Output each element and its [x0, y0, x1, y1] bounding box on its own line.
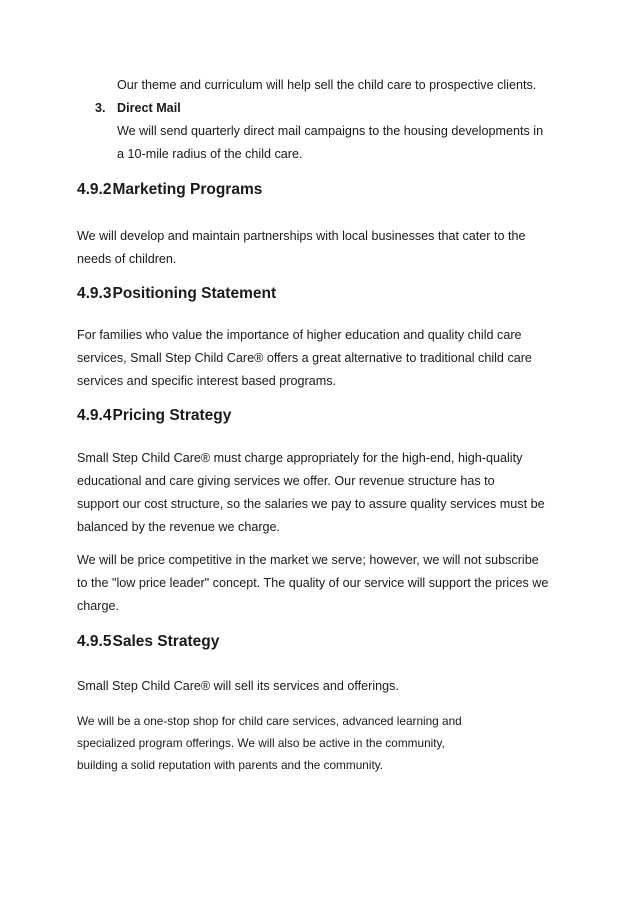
- paragraph-line: building a solid reputation with parents and the community.: [77, 758, 384, 772]
- paragraph-line: educational and care giving services we offer. Our revenue structure has to: [77, 474, 495, 488]
- paragraph-line: balanced by the revenue we charge.: [77, 520, 281, 534]
- paragraph-line: For families who value the importance of higher education and quality child care: [77, 328, 522, 342]
- section-title: Marketing Programs: [112, 181, 263, 198]
- paragraph-line: We will be a one-stop shop for child care services, advanced learning and: [77, 714, 462, 728]
- section-heading: [77, 284, 276, 304]
- list-item-title: Direct Mail: [117, 101, 181, 115]
- paragraph-line: We will send quarterly direct mail campaigns to the housing developments in: [117, 124, 544, 138]
- section-heading: [77, 632, 219, 652]
- section-title: Sales Strategy: [112, 633, 220, 650]
- paragraph-line: Small Step Child Care® must charge appropriately for the high-end, high-quality: [77, 451, 523, 465]
- paragraph-line: needs of children.: [77, 252, 177, 266]
- paragraph-line: We will develop and maintain partnerships with local businesses that cater to the: [77, 229, 526, 243]
- paragraph-line: charge.: [77, 599, 120, 613]
- section-title: Positioning Statement: [112, 285, 277, 302]
- intro-line: Our theme and curriculum will help sell the child care to prospective clients.: [117, 78, 537, 92]
- section-number: 4.9.3: [77, 285, 112, 302]
- paragraph-line: to the "low price leader" concept. The quality of our service will support the prices we: [77, 576, 549, 590]
- section-number: 4.9.2: [77, 181, 112, 198]
- paragraph-line: specialized program offerings. We will also be active in the community,: [77, 736, 445, 750]
- paragraph-line: We will be price competitive in the market we serve; however, we will not subscribe: [77, 553, 539, 567]
- paragraph-line: services and specific interest based programs.: [77, 374, 336, 388]
- paragraph-line: a 10-mile radius of the child care.: [117, 147, 303, 161]
- section-heading: [77, 180, 262, 200]
- list-number: 3.: [95, 101, 106, 115]
- paragraph-line: services, Small Step Child Care® offers a great alternative to traditional child care: [77, 351, 532, 365]
- paragraph-line: support our cost structure, so the salaries we pay to assure quality services must be: [77, 497, 545, 511]
- section-number: 4.9.4: [77, 407, 112, 424]
- section-title: Pricing Strategy: [112, 407, 232, 424]
- section-number: 4.9.5: [77, 633, 112, 650]
- section-heading: [77, 406, 231, 426]
- paragraph-line: Small Step Child Care® will sell its services and offerings.: [77, 679, 399, 693]
